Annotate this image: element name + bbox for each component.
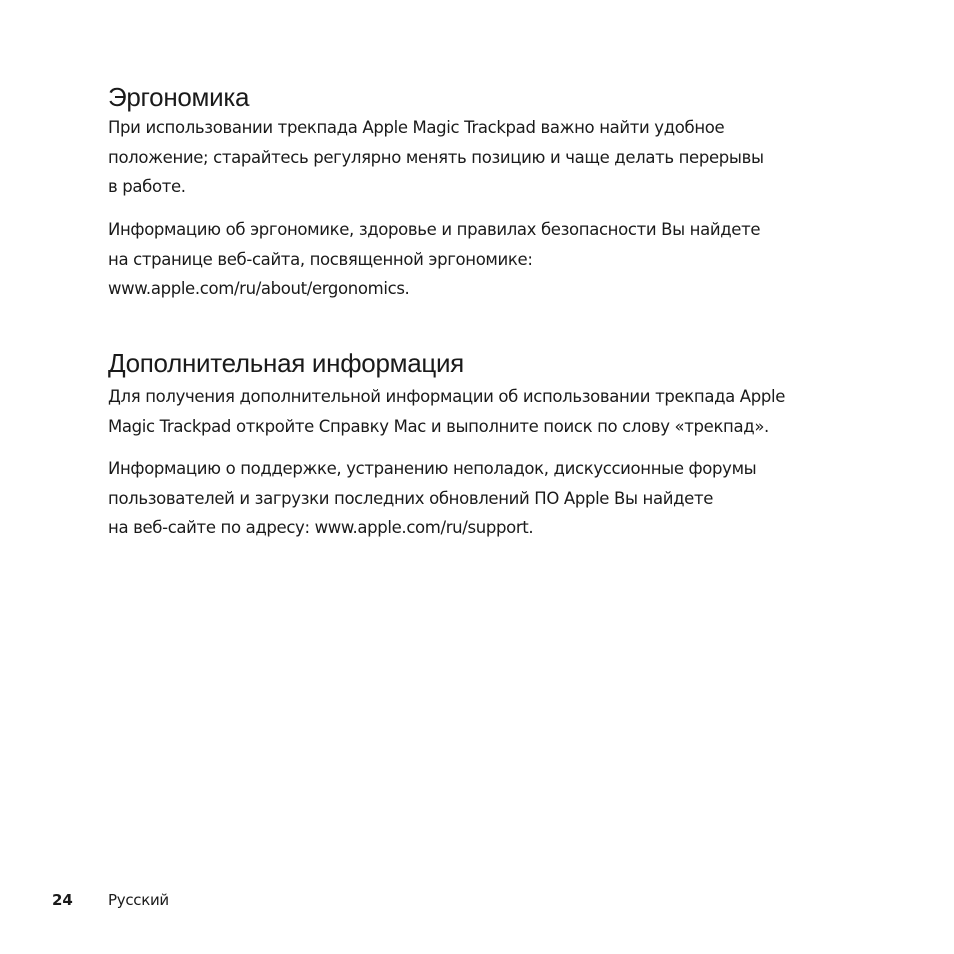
paragraph-ergonomics-info (108, 215, 868, 304)
text-line: на странице веб-сайта, посвященной эргономике: (108, 249, 533, 269)
footer-language: Русский (108, 891, 169, 909)
section-title-ergonomics: Эргономика (108, 82, 250, 112)
text-line: положение; старайтесь регулярно менять позицию и чаще делать перерывы (108, 147, 764, 167)
text-line: пользователей и загрузки последних обновлений ПО Apple Вы найдете (108, 488, 714, 508)
paragraph-more-info-support (108, 454, 868, 543)
text-line: Информацию о поддержке, устранению неполадок, дискуссионные форумы (108, 459, 757, 478)
text-line: на веб-сайте по адресу: www.apple.com/ru/support. (108, 518, 534, 538)
paragraph-more-info-help (108, 382, 868, 441)
text-line: Информацию об эргономике, здоровье и правилах безопасности Вы найдете (108, 220, 761, 239)
section-title-more-info: Дополнительная информация (108, 348, 464, 378)
text-line: в работе. (108, 177, 186, 197)
page-number: 24 (52, 891, 73, 909)
text-line: Для получения дополнительной информации об использовании трекпада Apple (108, 387, 786, 406)
text-line: При использовании трекпада Apple Magic Trackpad важно найти удобное (108, 118, 725, 137)
paragraph-ergonomics-usage (108, 113, 868, 202)
text-line: Magic Trackpad откройте Справку Mac и выполните поиск по слову «трекпад». (108, 416, 769, 436)
text-line: www.apple.com/ru/about/ergonomics. (108, 279, 410, 299)
